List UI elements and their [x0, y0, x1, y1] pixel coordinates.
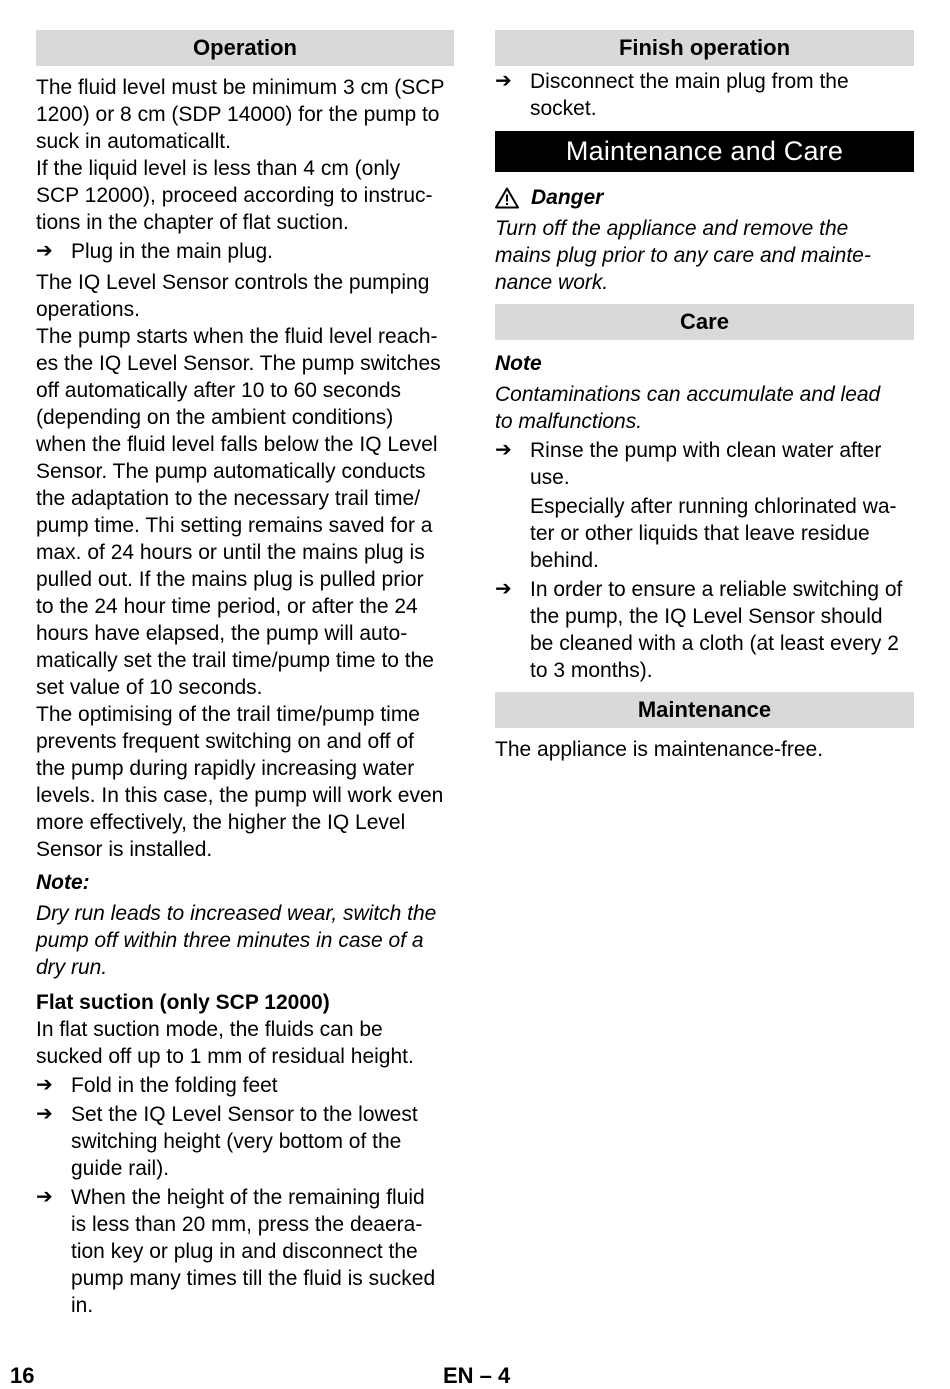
- operation-heading: Operation: [36, 30, 454, 66]
- text-line: The fluid level must be minimum 3 cm (SCP: [36, 76, 445, 99]
- finish-operation-heading: Finish operation: [495, 30, 914, 66]
- arrow-right-icon: ➔: [495, 578, 512, 600]
- text-line: when the fluid level falls below the IQ Level: [36, 433, 438, 456]
- text-line: The optimising of the trail time/pump time: [36, 703, 420, 726]
- text-line: es the IQ Level Sensor. The pump switches: [36, 352, 441, 375]
- language-page-label: EN – 4: [443, 1363, 511, 1388]
- text-line: When the height of the remaining fluid: [71, 1186, 425, 1209]
- text-line: The IQ Level Sensor controls the pumping: [36, 271, 430, 294]
- text-line: sucked off up to 1 mm of residual height.: [36, 1045, 414, 1068]
- step-rinse-extra: [495, 493, 914, 574]
- note-text: [36, 900, 454, 981]
- maintenance-heading: Maintenance: [495, 692, 914, 728]
- text-line: mains plug prior to any care and mainte-: [495, 244, 871, 267]
- step-text: Plug in the main plug.: [71, 240, 273, 263]
- text-line: (depending on the ambient conditions): [36, 406, 394, 429]
- text-line: Especially after running chlorinated wa-: [530, 495, 897, 518]
- text-line: In order to ensure a reliable switching of: [530, 578, 903, 601]
- page-number: 16: [10, 1363, 35, 1388]
- text-line: tion key or plug in and disconnect the: [71, 1240, 418, 1263]
- text-line: 1200) or 8 cm (SDP 14000) for the pump to: [36, 103, 440, 126]
- note-label: Note:: [36, 871, 90, 894]
- left-column: [36, 30, 454, 1319]
- text-line: be cleaned with a cloth (at least every 2: [530, 632, 899, 655]
- text-line: the pump, the IQ Level Sensor should: [530, 605, 883, 628]
- text-line: dry run.: [36, 956, 108, 979]
- text-line: pulled out. If the mains plug is pulled prior: [36, 568, 424, 591]
- arrow-right-icon: ➔: [36, 1103, 53, 1125]
- text-line: Sensor is installed.: [36, 838, 213, 861]
- arrow-right-icon: ➔: [36, 1186, 53, 1208]
- chapter-title: Maintenance and Care: [495, 131, 914, 172]
- text-line: to malfunctions.: [495, 410, 643, 433]
- text-line: pump off within three minutes in case of a: [36, 929, 424, 952]
- text-line: If the liquid level is less than 4 cm (only: [36, 157, 401, 180]
- step-text: [530, 437, 914, 491]
- text-line: suck in automaticallt.: [36, 130, 231, 153]
- text-line: Turn off the appliance and remove the: [495, 217, 849, 240]
- step-plug-in: [36, 238, 454, 265]
- step-item: [36, 1184, 454, 1319]
- step-disconnect: [495, 68, 914, 122]
- text-line: SCP 12000), proceed according to instruc-: [36, 184, 433, 207]
- danger-label: [495, 184, 914, 211]
- text-line: more effectively, the higher the IQ Level: [36, 811, 406, 834]
- text-line: to 3 months).: [530, 659, 653, 682]
- text-line: Fold in the folding feet: [71, 1074, 278, 1097]
- text-line: set value of 10 seconds.: [36, 676, 263, 699]
- text-line: the pump during rapidly increasing water: [36, 757, 415, 780]
- text-line: The pump starts when the fluid level reach-: [36, 325, 438, 348]
- step-item: [36, 1072, 454, 1099]
- care-heading: Care: [495, 304, 914, 340]
- maintenance-text: The appliance is maintenance-free.: [495, 738, 824, 761]
- text-line: matically set the trail time/pump time to the: [36, 649, 434, 672]
- step-clean-sensor: [495, 576, 914, 684]
- text-line: guide rail).: [71, 1157, 170, 1180]
- warning-triangle-icon: [495, 187, 519, 209]
- flat-suction-steps: [36, 1072, 454, 1319]
- arrow-right-icon: ➔: [495, 70, 512, 92]
- step-text: [530, 68, 914, 122]
- right-column: [495, 30, 914, 763]
- text-line: Contaminations can accumulate and lead: [495, 383, 881, 406]
- arrow-right-icon: ➔: [36, 1074, 53, 1096]
- text-line: In flat suction mode, the fluids can be: [36, 1018, 383, 1041]
- text-line: Dry run leads to increased wear, switch the: [36, 902, 437, 925]
- text-line: off automatically after 10 to 60 seconds: [36, 379, 401, 402]
- text-line: nance work.: [495, 271, 609, 294]
- text-line: Disconnect the main plug from the: [530, 70, 849, 93]
- text-line: socket.: [530, 97, 597, 120]
- text-line: prevents frequent switching on and off of: [36, 730, 414, 753]
- text-line: operations.: [36, 298, 140, 321]
- arrow-right-icon: ➔: [36, 240, 53, 262]
- text-line: hours have elapsed, the pump will auto-: [36, 622, 408, 645]
- text-line: max. of 24 hours or until the mains plug is: [36, 541, 425, 564]
- arrow-right-icon: ➔: [495, 439, 512, 461]
- step-rinse: [495, 437, 914, 491]
- text-line: to the 24 hour time period, or after the 24: [36, 595, 418, 618]
- text-line: in.: [71, 1294, 94, 1317]
- text-line: Rinse the pump with clean water after: [530, 439, 882, 462]
- step-text: [71, 1072, 454, 1099]
- operation-intro: [36, 74, 454, 236]
- text-line: the adaptation to the necessary trail time/: [36, 487, 421, 510]
- step-item: [36, 1101, 454, 1182]
- text-line: is less than 20 mm, press the deaera-: [71, 1213, 423, 1236]
- text-line: pump many times till the fluid is sucked: [71, 1267, 436, 1290]
- step-text: [71, 1101, 454, 1182]
- text-line: Sensor. The pump automatically conducts: [36, 460, 426, 483]
- step-text: [71, 1184, 454, 1319]
- note-text: [495, 381, 914, 435]
- danger-label-text: Danger: [531, 186, 604, 209]
- text-line: Set the IQ Level Sensor to the lowest: [71, 1103, 418, 1126]
- text-line: use.: [530, 466, 570, 489]
- operation-body: [36, 269, 454, 863]
- text-line: tions in the chapter of flat suction.: [36, 211, 349, 234]
- note-label: Note: [495, 352, 542, 375]
- text-line: ter or other liquids that leave residue: [530, 522, 870, 545]
- text-line: levels. In this case, the pump will work even: [36, 784, 444, 807]
- flat-suction-text: [36, 1016, 454, 1070]
- text-line: pump time. Thi setting remains saved for a: [36, 514, 433, 537]
- danger-text: [495, 215, 914, 296]
- step-text: [530, 576, 914, 684]
- text-line: switching height (very bottom of the: [71, 1130, 402, 1153]
- text-line: behind.: [530, 549, 599, 572]
- flat-suction-heading: Flat suction (only SCP 12000): [36, 991, 330, 1014]
